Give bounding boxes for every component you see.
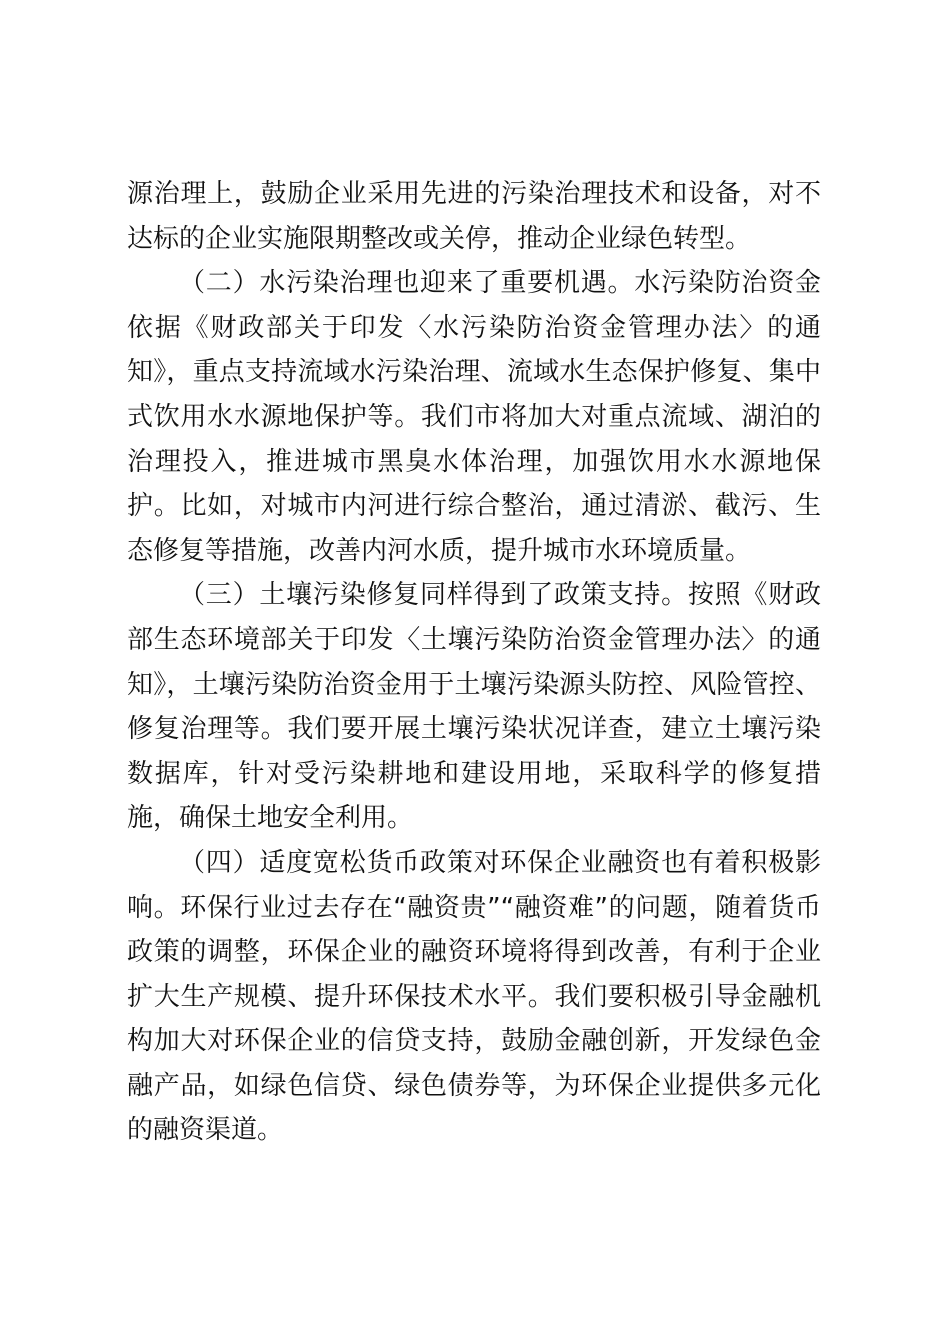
paragraph-source-control: 源治理上，鼓励企业采用先进的污染治理技术和设备，对不达标的企业实施限期整改或关停，推动企业绿色转型。 (127, 179, 821, 254)
paragraph-soil-pollution: （三）土壤污染修复同样得到了政策支持。按照《财政部生态环境部关于印发〈土壤污染防治资金管理办法〉的通知》，土壤污染防治资金用于土壤污染源头防控、风险管控、修复治理等。我们要开展土壤污染状况详查，建立土壤污染数据库，针对受污染耕地和建设用地，采取科学的修复措施，确保土地安全利用。 (127, 580, 821, 834)
document-body (127, 172, 821, 1153)
paragraph-water-pollution: （二）水污染治理也迎来了重要机遇。水污染防治资金依据《财政部关于印发〈水污染防治资金管理办法〉的通知》，重点支持流域水污染治理、流域水生态保护修复、集中式饮用水水源地保护等。我们市将加大对重点流域、湖泊的治理投入，推进城市黑臭水体治理，加强饮用水水源地保护。比如，对城市内河进行综合整治，通过清淤、截污、生态修复等措施，改善内河水质，提升城市水环境质量。 (127, 268, 821, 566)
paragraph-monetary-policy: （四）适度宽松货币政策对环保企业融资也有着积极影响。环保行业过去存在“融资贵”“融资难”的问题，随着货币政策的调整，环保企业的融资环境将得到改善，有利于企业扩大生产规模、提升环保技术水平。我们要积极引导金融机构加大对环保企业的信贷支持，鼓励金融创新，开发绿色金融产品，如绿色信贷、绿色债券等，为环保企业提供多元化的融资渠道。 (127, 847, 821, 1146)
